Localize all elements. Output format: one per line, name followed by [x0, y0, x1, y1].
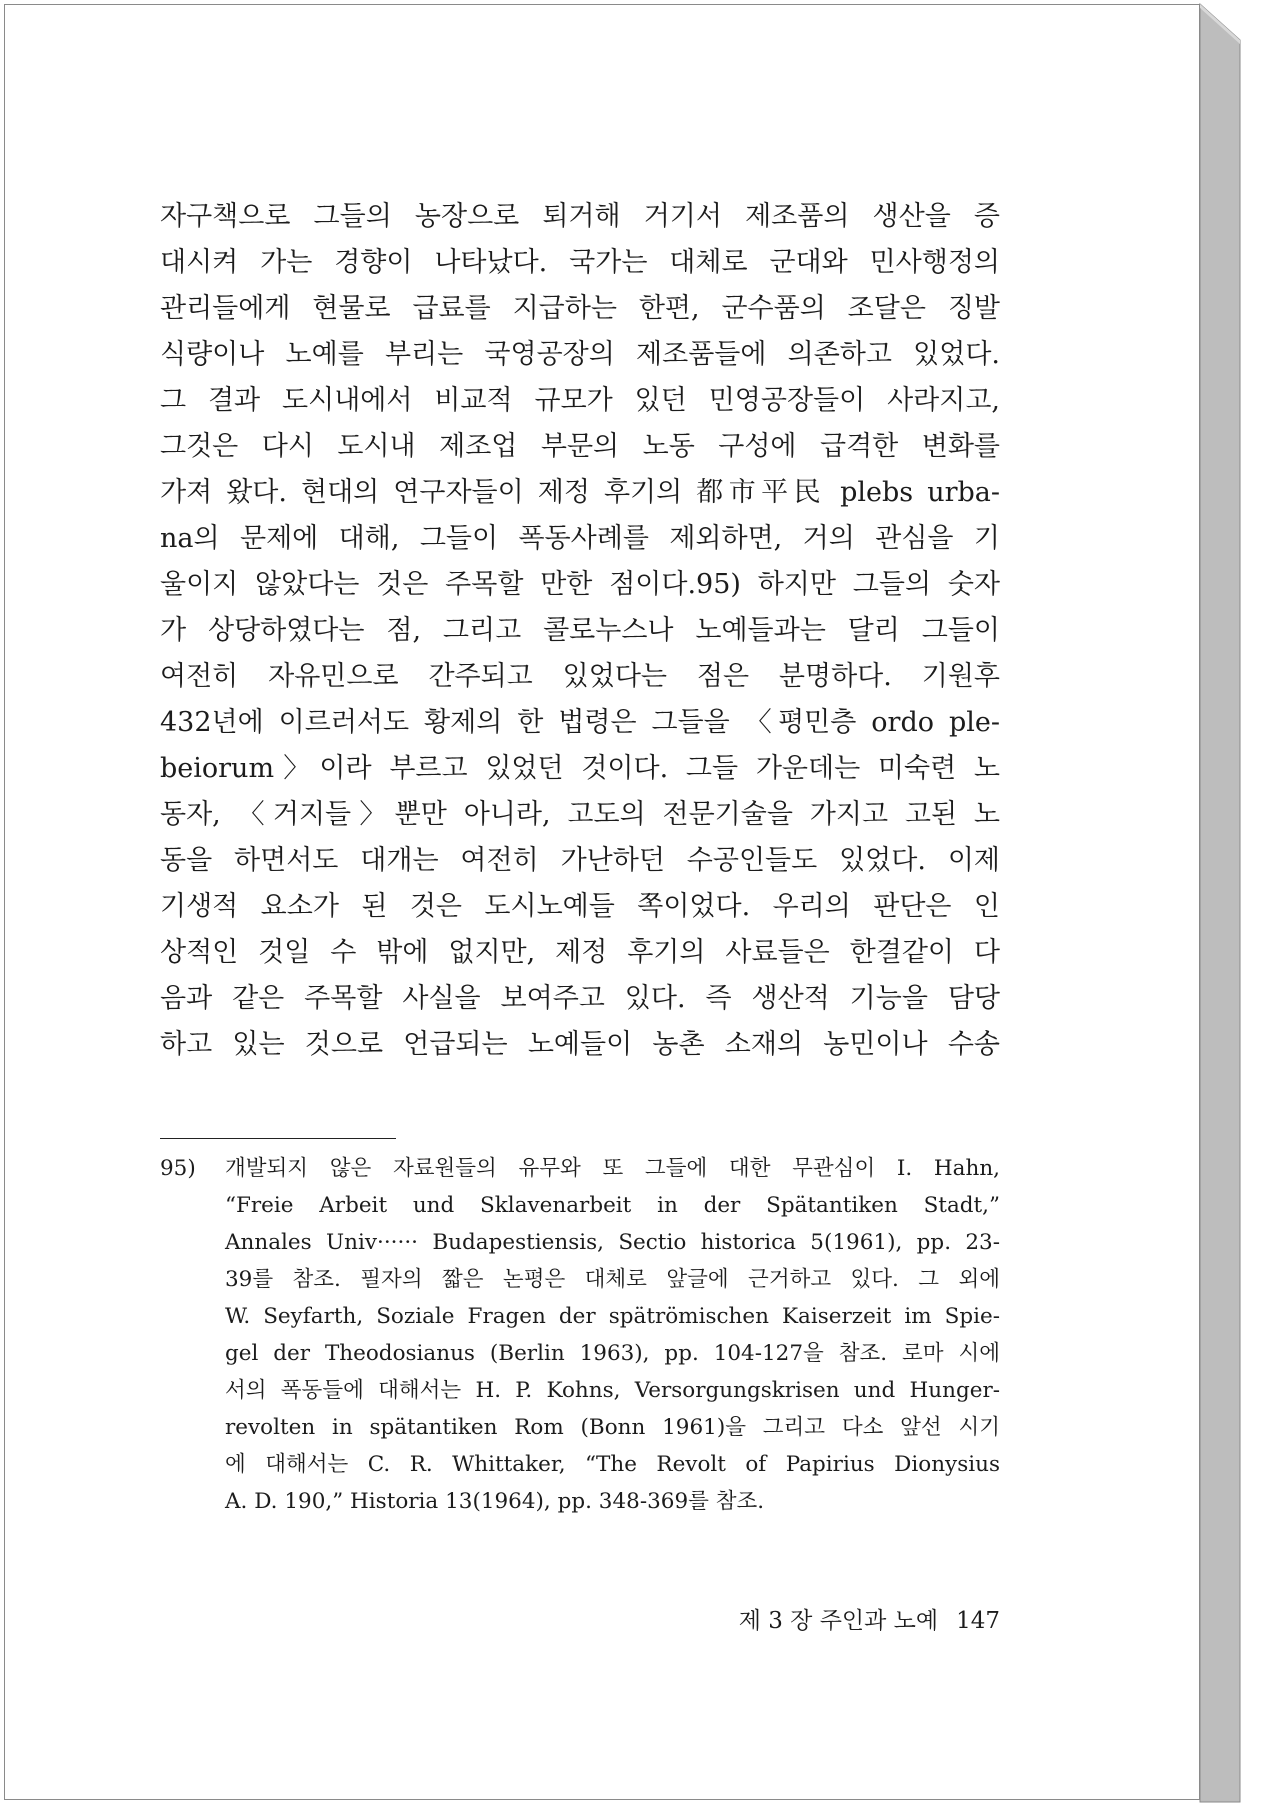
- footnote-95: [160, 1150, 1000, 1520]
- text-line: na의 문제에 대해, 그들이 폭동사례를 제외하면, 거의 관심을 기: [160, 523, 1000, 554]
- body-text: [160, 194, 1000, 1068]
- text-line: 기생적 요소가 된 것은 도시노예들 쪽이었다. 우리의 판단은 인: [160, 891, 1000, 922]
- footnote-line: A. D. 190,” Historia 13(1964), pp. 348-369를 참조.: [225, 1489, 765, 1514]
- text-line: beiorum〉이라 부르고 있었던 것이다. 그들 가운데는 미숙련 노: [160, 753, 1000, 784]
- text-line: 자구책으로 그들의 농장으로 퇴거해 거기서 제조품의 생산을 증: [160, 201, 1000, 232]
- footnote-line: revolten in spätantiken Rom (Bonn 1961)을 그리고 다소 앞선 시기: [225, 1415, 1000, 1440]
- text-line: 432년에 이르러서도 황제의 한 법령은 그들을 〈평민층 ordo ple-: [160, 707, 1000, 738]
- footnote-line: 서의 폭동들에 대해서는 H. P. Kohns, Versorgungskrisen und Hunger-: [225, 1378, 1000, 1403]
- text-line: 상적인 것일 수 밖에 없지만, 제정 후기의 사료들은 한결같이 다: [160, 937, 1000, 968]
- footnote-divider: [160, 1138, 396, 1139]
- text-line: 동자, 〈거지들〉뿐만 아니라, 고도의 전문기술을 가지고 고된 노: [160, 799, 1000, 830]
- chapter-title: 제 3 장 주인과 노예: [738, 1608, 939, 1634]
- footnote-number: 95): [160, 1156, 196, 1181]
- text-line: 여전히 자유민으로 간주되고 있었다는 점은 분명하다. 기원후: [160, 661, 1000, 692]
- text-line: 대시켜 가는 경향이 나타났다. 국가는 대체로 군대와 민사행정의: [160, 247, 1000, 278]
- footnote-first-line: [160, 1150, 1000, 1187]
- page-number: 147: [956, 1608, 1000, 1634]
- footnote-line: 에 대해서는 C. R. Whittaker, “The Revolt of Papirius Dionysius: [225, 1452, 1000, 1477]
- text-line: 관리들에게 현물로 급료를 지급하는 한편, 군수품의 조달은 징발: [160, 293, 1000, 324]
- text-line: 울이지 않았다는 것은 주목할 만한 점이다.95) 하지만 그들의 숫자: [160, 569, 1000, 600]
- text-line: 가 상당하였다는 점, 그리고 콜로누스나 노예들과는 달리 그들이: [160, 615, 1000, 646]
- footnote-line: W. Seyfarth, Soziale Fragen der spätrömischen Kaiserzeit im Spie-: [225, 1304, 1000, 1329]
- text-line: 음과 같은 주목할 사실을 보여주고 있다. 즉 생산적 기능을 담당: [160, 983, 1000, 1014]
- text-line: 하고 있는 것으로 언급되는 노예들이 농촌 소재의 농민이나 수송: [160, 1029, 1000, 1060]
- text-line: 식량이나 노예를 부리는 국영공장의 제조품들에 의존하고 있었다.: [160, 339, 1000, 370]
- footnote-line: 39를 참조. 필자의 짧은 논평은 대체로 앞글에 근거하고 있다. 그 외에: [225, 1267, 1000, 1292]
- footnote-line: 개발되지 않은 자료원들의 유무와 또 그들에 대한 무관심이 I. Hahn,: [225, 1156, 1000, 1181]
- text-line: 그것은 다시 도시내 제조업 부문의 노동 구성에 급격한 변화를: [160, 431, 1000, 462]
- text-line: 가져 왔다. 현대의 연구자들이 제정 후기의 都市平民 plebs urba-: [160, 477, 1000, 508]
- running-footer: [670, 1602, 1000, 1635]
- text-line: 그 결과 도시내에서 비교적 규모가 있던 민영공장들이 사라지고,: [160, 385, 1000, 416]
- footnote-line: gel der Theodosianus (Berlin 1963), pp. 104-127을 참조. 로마 시에: [225, 1341, 1000, 1366]
- text-line: 동을 하면서도 대개는 여전히 가난하던 수공인들도 있었다. 이제: [160, 845, 1000, 876]
- footnote-line: Annales Univ······ Budapestiensis, Sectio historica 5(1961), pp. 23-: [225, 1230, 1000, 1255]
- footnote-line: “Freie Arbeit und Sklavenarbeit in der Spätantiken Stadt,”: [225, 1193, 1000, 1218]
